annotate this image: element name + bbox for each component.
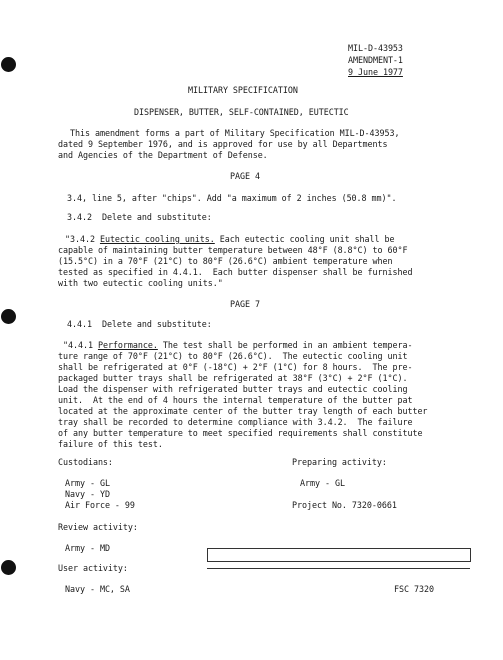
page4-para-head: "3.4.2: [65, 234, 100, 244]
punch-hole-middle: [1, 309, 16, 324]
preparing-activity-value: Army - GL: [300, 478, 345, 488]
custodian-item: Navy - YD: [65, 489, 110, 499]
custodian-item: Army - GL: [65, 478, 110, 488]
custodian-item: Air Force - 99: [65, 500, 135, 510]
page4-paragraph-line: tested as specified in 4.4.1. Each butter dispenser shall be furnished: [58, 267, 413, 277]
page4-paragraph-first-line: [65, 234, 395, 245]
stamp-box: [207, 548, 471, 562]
page7-para-title: Performance.: [97, 340, 158, 350]
page7-paragraph-first-line: [63, 340, 412, 351]
amendment-label: AMENDMENT-1: [348, 55, 403, 65]
page7-change-1: 4.4.1 Delete and substitute:: [67, 319, 212, 329]
page4-change-2: 3.4.2 Delete and substitute:: [67, 212, 212, 222]
page4-para-first: Each eutectic cooling unit shall be: [214, 234, 395, 244]
user-activity-value: Navy - MC, SA: [65, 584, 130, 594]
page4-change-1: 3.4, line 5, after "chips". Add "a maximum of 2 inches (50.8 mm)".: [67, 193, 397, 203]
page4-paragraph-line: capable of maintaining butter temperature between 48°F (8.8°C) to 60°F: [58, 245, 408, 255]
intro-line-3: and Agencies of the Department of Defense.: [58, 150, 268, 160]
custodians-label: Custodians:: [58, 457, 113, 467]
page7-paragraph-line: unit. At the end of 4 hours the internal temperature of the butter pat: [58, 395, 413, 405]
punch-hole-bottom: [1, 560, 16, 575]
fsc-code: FSC 7320: [394, 584, 434, 594]
page7-paragraph-line: packaged butter trays shall be refrigerated at 38°F (3°C) + 2°F (1°C).: [58, 373, 408, 383]
page7-para-first: The test shall be performed in an ambient tempera-: [157, 340, 413, 350]
intro-line-2: dated 9 September 1976, and is approved for use by all Departments: [58, 139, 388, 149]
page7-paragraph-line: Load the dispenser with refrigerated butter trays and eutectic cooling: [58, 384, 408, 394]
review-activity-value: Army - MD: [65, 543, 110, 553]
page4-heading: PAGE 4: [230, 171, 260, 181]
page7-paragraph-line: tray shall be recorded to determine compliance with 3.4.2. The failure: [58, 417, 413, 427]
punch-hole-top: [1, 57, 16, 72]
page7-paragraph-line: located at the approximate center of the butter tray length of each butter: [58, 406, 428, 416]
review-activity-label: Review activity:: [58, 522, 138, 532]
page7-paragraph-line: of any butter temperature to meet specified requirements shall constitute: [58, 428, 423, 438]
page7-para-head: "4.4.1: [63, 340, 98, 350]
doc-number: MIL-D-43953: [348, 43, 403, 53]
page7-heading: PAGE 7: [230, 299, 260, 309]
preparing-activity-label: Preparing activity:: [292, 457, 387, 467]
page7-paragraph-line: shall be refrigerated at 0°F (-18°C) + 2°F (1°C) for 8 hours. The pre-: [58, 362, 413, 372]
intro-line-1: This amendment forms a part of Military Specification MIL-D-43953,: [70, 128, 400, 138]
spec-subject: DISPENSER, BUTTER, SELF-CONTAINED, EUTECTIC: [134, 107, 349, 117]
page4-paragraph-line: (15.5°C) in a 70°F (21°C) to 80°F (26.6°C) ambient temperature when: [58, 256, 393, 266]
page4-paragraph-line: with two eutectic cooling units.": [58, 278, 223, 288]
page4-para-title: Eutectic cooling units.: [99, 234, 215, 244]
page7-paragraph-line: ture range of 70°F (21°C) to 80°F (26.6°C). The eutectic cooling unit: [58, 351, 408, 361]
page7-paragraph-line: failure of this test.: [58, 439, 163, 449]
amendment-date: 9 June 1977: [348, 67, 403, 77]
project-number: Project No. 7320-0661: [292, 500, 397, 510]
spec-title: MILITARY SPECIFICATION: [188, 85, 298, 95]
stamp-rule: [207, 568, 470, 569]
user-activity-label: User activity:: [58, 563, 128, 573]
